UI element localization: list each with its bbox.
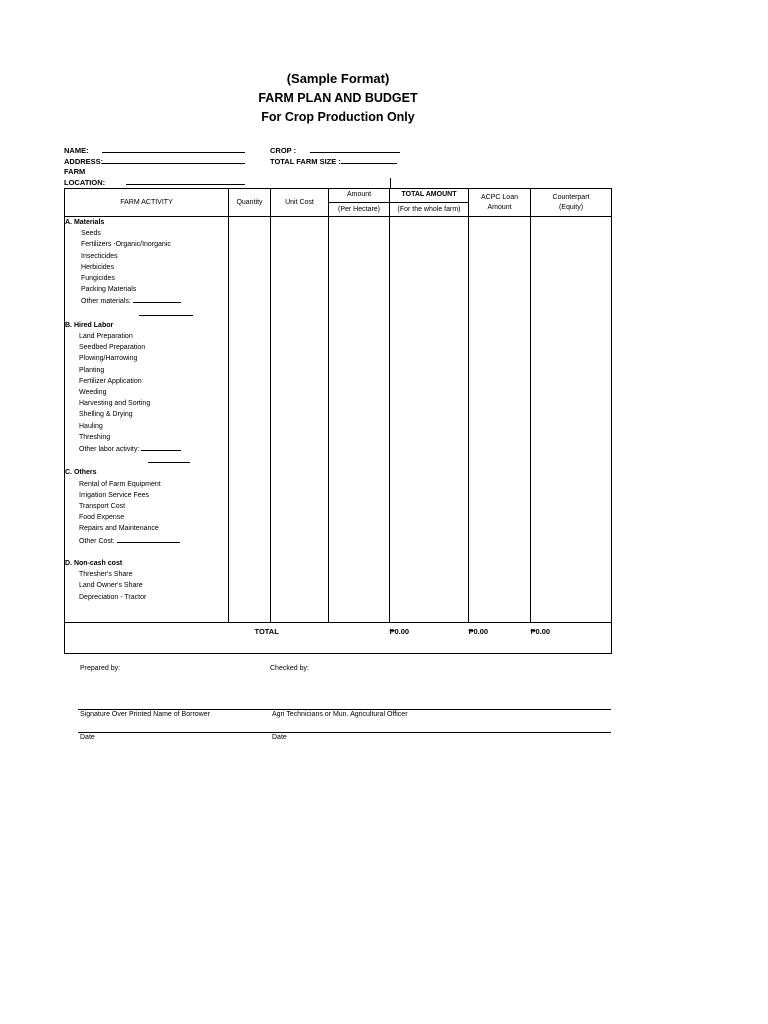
list-item: Food Expense xyxy=(79,514,125,522)
list-item: Thresher's Share xyxy=(79,571,133,579)
other-materials-row xyxy=(65,295,228,307)
total-farm-size-field xyxy=(270,155,397,167)
list-item: Shelling & Drying xyxy=(79,411,133,419)
amount-cell[interactable] xyxy=(329,217,390,623)
list-item: Irrigation Service Fees xyxy=(79,491,150,499)
acpc-loan-cell[interactable] xyxy=(469,217,531,623)
farm-location-blank[interactable] xyxy=(126,176,245,185)
date-right-label: Date xyxy=(272,734,287,741)
farm-location-field xyxy=(64,166,245,188)
list-item: Repairs and Maintenance xyxy=(79,525,159,533)
section-materials: A. Materials xyxy=(65,219,105,226)
total-farm-size-blank[interactable] xyxy=(341,155,397,164)
list-item: Fertilizer Application xyxy=(79,377,142,385)
address-blank[interactable] xyxy=(102,155,245,164)
list-item: Transport Cost xyxy=(79,503,126,511)
other-labor-row-2 xyxy=(65,455,228,467)
address-label: ADDRESS: xyxy=(64,157,104,166)
col-counterpart xyxy=(531,189,612,217)
budget-table xyxy=(64,188,612,654)
list-item: Rental of Farm Equipment xyxy=(79,480,161,488)
other-labor-blank[interactable] xyxy=(141,443,181,451)
col-total-amount-sub: (For the whole farm) xyxy=(390,202,468,215)
other-labor-row xyxy=(65,443,228,455)
total-acpc-loan-value: ₱0.00 xyxy=(469,623,531,654)
other-materials-label: Other materials: xyxy=(81,298,131,306)
list-item: Land Owner's Share xyxy=(79,582,143,590)
prepared-by-label: Prepared by: xyxy=(80,665,121,672)
list-item: Fertilizers -Organic/Inorganic xyxy=(81,241,171,249)
col-acpc-loan xyxy=(469,189,531,217)
total-amount-cell[interactable] xyxy=(390,217,469,623)
other-materials-blank-2[interactable] xyxy=(139,308,193,316)
list-item: Depreciation - Tractor xyxy=(79,593,147,601)
list-item: Weeding xyxy=(79,389,107,397)
farm-activity-cell xyxy=(65,217,229,623)
list-item: Packing Materials xyxy=(81,286,137,294)
name-label: NAME: xyxy=(64,146,89,155)
list-item: Planting xyxy=(79,366,105,374)
list-item: Seeds xyxy=(81,230,101,238)
total-counterpart-value: ₱0.00 xyxy=(531,623,612,654)
section-non-cash-cost: D. Non-cash cost xyxy=(65,560,123,568)
other-materials-row-2 xyxy=(65,308,228,320)
col-amount-label: Amount xyxy=(346,191,372,198)
list-item: Hauling xyxy=(79,422,103,430)
other-cost-blank[interactable] xyxy=(117,535,180,543)
list-item: Plowing/Harrowing xyxy=(79,355,138,363)
farm-activity-list xyxy=(65,217,228,603)
list-item: Threshing xyxy=(79,433,111,441)
total-label: TOTAL xyxy=(229,623,390,654)
date-line xyxy=(78,732,611,733)
date-left-label: Date xyxy=(80,734,95,741)
name-blank[interactable] xyxy=(102,144,245,153)
sample-format-label: (Sample Format) xyxy=(286,71,390,86)
other-cost-row xyxy=(65,535,228,547)
quantity-cell[interactable] xyxy=(229,217,271,623)
section-hired-labor: B. Hired Labor xyxy=(65,321,114,329)
crop-blank[interactable] xyxy=(310,144,400,153)
col-counterpart-label: Counterpart xyxy=(552,193,590,201)
unit-cost-cell[interactable] xyxy=(271,217,329,623)
col-amount xyxy=(329,189,390,217)
other-labor-label: Other labor activity: xyxy=(79,446,140,454)
signature-line xyxy=(78,709,611,710)
total-amount-value: ₱0.00 xyxy=(390,623,469,654)
list-item: Harvesting and Sorting xyxy=(79,400,151,408)
counterpart-cell[interactable] xyxy=(531,217,612,623)
other-labor-blank-2[interactable] xyxy=(148,455,190,463)
col-counterpart-sub: (Equity) xyxy=(558,203,584,211)
list-item: Seedbed Preparation xyxy=(79,344,146,352)
total-row-spacer xyxy=(65,623,229,654)
col-acpc-loan-sub: Amount xyxy=(487,203,512,211)
header-marker xyxy=(390,178,391,188)
officer-signature-label: Agri Technicians or Mun. Agricultural Officer xyxy=(272,711,408,718)
list-item: Fungicides xyxy=(81,275,115,283)
col-farm-activity: FARM ACTIVITY xyxy=(65,189,229,217)
col-total-amount-label: TOTAL AMOUNT xyxy=(401,191,457,198)
borrower-signature-label: Signature Over Printed Name of Borrower xyxy=(80,711,210,718)
form-subtitle: For Crop Production Only xyxy=(261,110,415,124)
form-title: FARM PLAN AND BUDGET xyxy=(258,91,418,105)
list-item: Herbicides xyxy=(81,263,115,271)
checked-by-label: Checked by: xyxy=(270,665,309,672)
other-cost-label: Other Cost: xyxy=(79,537,115,545)
col-amount-sub: (Per Hectare) xyxy=(329,202,389,215)
col-quantity: Quantity xyxy=(229,189,271,217)
other-materials-blank[interactable] xyxy=(133,295,181,303)
list-item: Land Preparation xyxy=(79,333,133,341)
farm-location-label: FARM LOCATION: xyxy=(64,167,106,187)
col-total-amount xyxy=(390,189,469,217)
col-unit-cost: Unit Cost xyxy=(271,189,329,217)
col-acpc-loan-label: ACPC Loan xyxy=(481,193,518,201)
list-item: Insecticides xyxy=(81,252,118,260)
spacer xyxy=(65,547,228,558)
total-row xyxy=(65,623,612,654)
section-others: C. Others xyxy=(65,469,97,477)
total-farm-size-label: TOTAL FARM SIZE : xyxy=(270,157,341,166)
crop-label: CROP : xyxy=(270,146,297,155)
